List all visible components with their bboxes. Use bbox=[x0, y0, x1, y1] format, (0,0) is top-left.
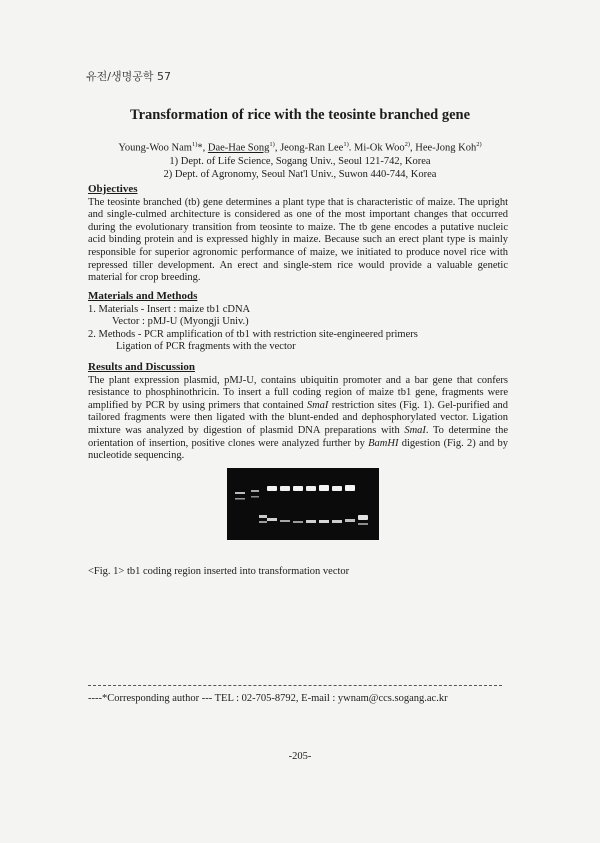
affiliation-mark: 2) bbox=[404, 141, 411, 148]
section-header-tag: 유전/생명공학 57 bbox=[86, 70, 171, 83]
presenting-author-name: Dae-Hae Song bbox=[207, 142, 270, 154]
gel-band bbox=[267, 518, 277, 521]
results-heading: Results and Discussion bbox=[88, 361, 195, 373]
gel-band bbox=[345, 519, 355, 522]
gel-band bbox=[235, 498, 245, 500]
gel-band bbox=[332, 486, 342, 491]
methods-section bbox=[88, 290, 508, 354]
author-block bbox=[60, 138, 540, 181]
methods-line: Ligation of PCR fragments with the vector bbox=[116, 341, 296, 353]
author-name: Young-Woo Nam bbox=[118, 142, 192, 154]
methods-line: 2. Methods - PCR amplification of tb1 with restriction site-engineered primers bbox=[88, 328, 418, 340]
affiliation-mark: 1) bbox=[191, 141, 198, 148]
gel-band bbox=[332, 520, 342, 523]
gel-band bbox=[280, 486, 290, 491]
affiliation-mark: 2) bbox=[476, 141, 482, 148]
objectives-section bbox=[88, 183, 508, 285]
methods-line: Vector : pMJ-U (Myongji Univ.) bbox=[112, 316, 249, 328]
gel-band bbox=[251, 490, 259, 492]
affiliation-2: 2) Dept. of Agronomy, Seoul Nat'l Univ., Suwon 440-744, Korea bbox=[163, 168, 437, 180]
results-text: . To determine the orientation of insertion, positive clones were analyzed further by bbox=[88, 424, 508, 449]
gel-band bbox=[306, 520, 316, 523]
corresponding-mark: *, bbox=[197, 142, 208, 154]
gel-band bbox=[280, 520, 290, 522]
gel-band bbox=[259, 521, 267, 523]
objectives-paragraph: The teosinte branched (tb) gene determines a plant type that is characteristic of maize. The upright and single-culmed architecture is considered as one of the most important changes that occurred during the evolutionary transition from teosinte to maize. The tb gene encodes a putative nucleic acid binding protein and is expressed highly in maize. Because such an erect plant type is mainly responsible for superior agronomic performance of maize, we initiated to produce novel rice with repressed tiller development. An erect and single-stem rice would provide a valuable genetic material for crop breeding. bbox=[88, 196, 508, 284]
gel-band bbox=[319, 520, 329, 523]
footnote-divider bbox=[88, 685, 502, 686]
figure-caption: <Fig. 1> tb1 coding region inserted into transformation vector bbox=[88, 566, 350, 577]
gel-band bbox=[358, 523, 368, 525]
gel-band bbox=[293, 521, 303, 523]
gel-band bbox=[293, 486, 303, 491]
author-name: . Mi-Ok Woo bbox=[348, 142, 405, 154]
methods-heading: Materials and Methods bbox=[88, 290, 198, 302]
gel-band bbox=[345, 485, 355, 491]
author-name: , Hee-Jong Koh bbox=[410, 142, 477, 154]
affiliation-1: 1) Dept. of Life Science, Sogang Univ., Seoul 121-742, Korea bbox=[169, 155, 431, 167]
results-section bbox=[88, 361, 508, 463]
methods-line: 1. Materials - Insert : maize tb1 cDNA bbox=[88, 303, 251, 315]
corresponding-author-footnote: ----*Corresponding author --- TEL : 02-705-8792, E-mail : ywnam@ccs.sogang.ac.kr bbox=[88, 693, 448, 704]
gel-band bbox=[251, 496, 259, 498]
gel-band bbox=[259, 515, 267, 518]
enzyme-name: SmaI bbox=[404, 424, 426, 436]
gel-band bbox=[358, 515, 368, 520]
affiliation-mark: 1) bbox=[269, 141, 275, 148]
page-number: -205- bbox=[288, 751, 312, 762]
author-name: , Jeong-Ran Lee bbox=[274, 142, 344, 154]
gel-electrophoresis-image bbox=[227, 468, 379, 540]
paper-title: Transformation of rice with the teosinte branched gene bbox=[129, 107, 471, 123]
enzyme-name: BamHI bbox=[368, 437, 399, 449]
gel-band bbox=[267, 486, 277, 491]
enzyme-name: SmaI bbox=[306, 399, 329, 411]
results-text: restriction sites (Fig. 1). Gel-purified and tailored fragments were then ligated with the blunt-ended and dephosphorylated vector. Ligation mixture was analyzed by digestion of plasmid DNA preparations with bbox=[88, 399, 508, 436]
results-text: digestion (Fig. 2) and by nucleotide sequencing. bbox=[88, 437, 508, 462]
gel-band bbox=[235, 492, 245, 494]
results-text: The plant expression plasmid, pMJ-U, contains ubiquitin promoter and a bar gene that confers resistance to phosphinothricin. To insert a full coding region of maize tb1 gene, fragments were amplified by PCR by using primers that contained bbox=[88, 374, 508, 411]
gel-band bbox=[306, 486, 316, 491]
gel-band bbox=[319, 485, 329, 491]
objectives-heading: Objectives bbox=[88, 183, 138, 195]
affiliation-mark: 1) bbox=[343, 141, 349, 148]
results-paragraph bbox=[88, 375, 508, 463]
